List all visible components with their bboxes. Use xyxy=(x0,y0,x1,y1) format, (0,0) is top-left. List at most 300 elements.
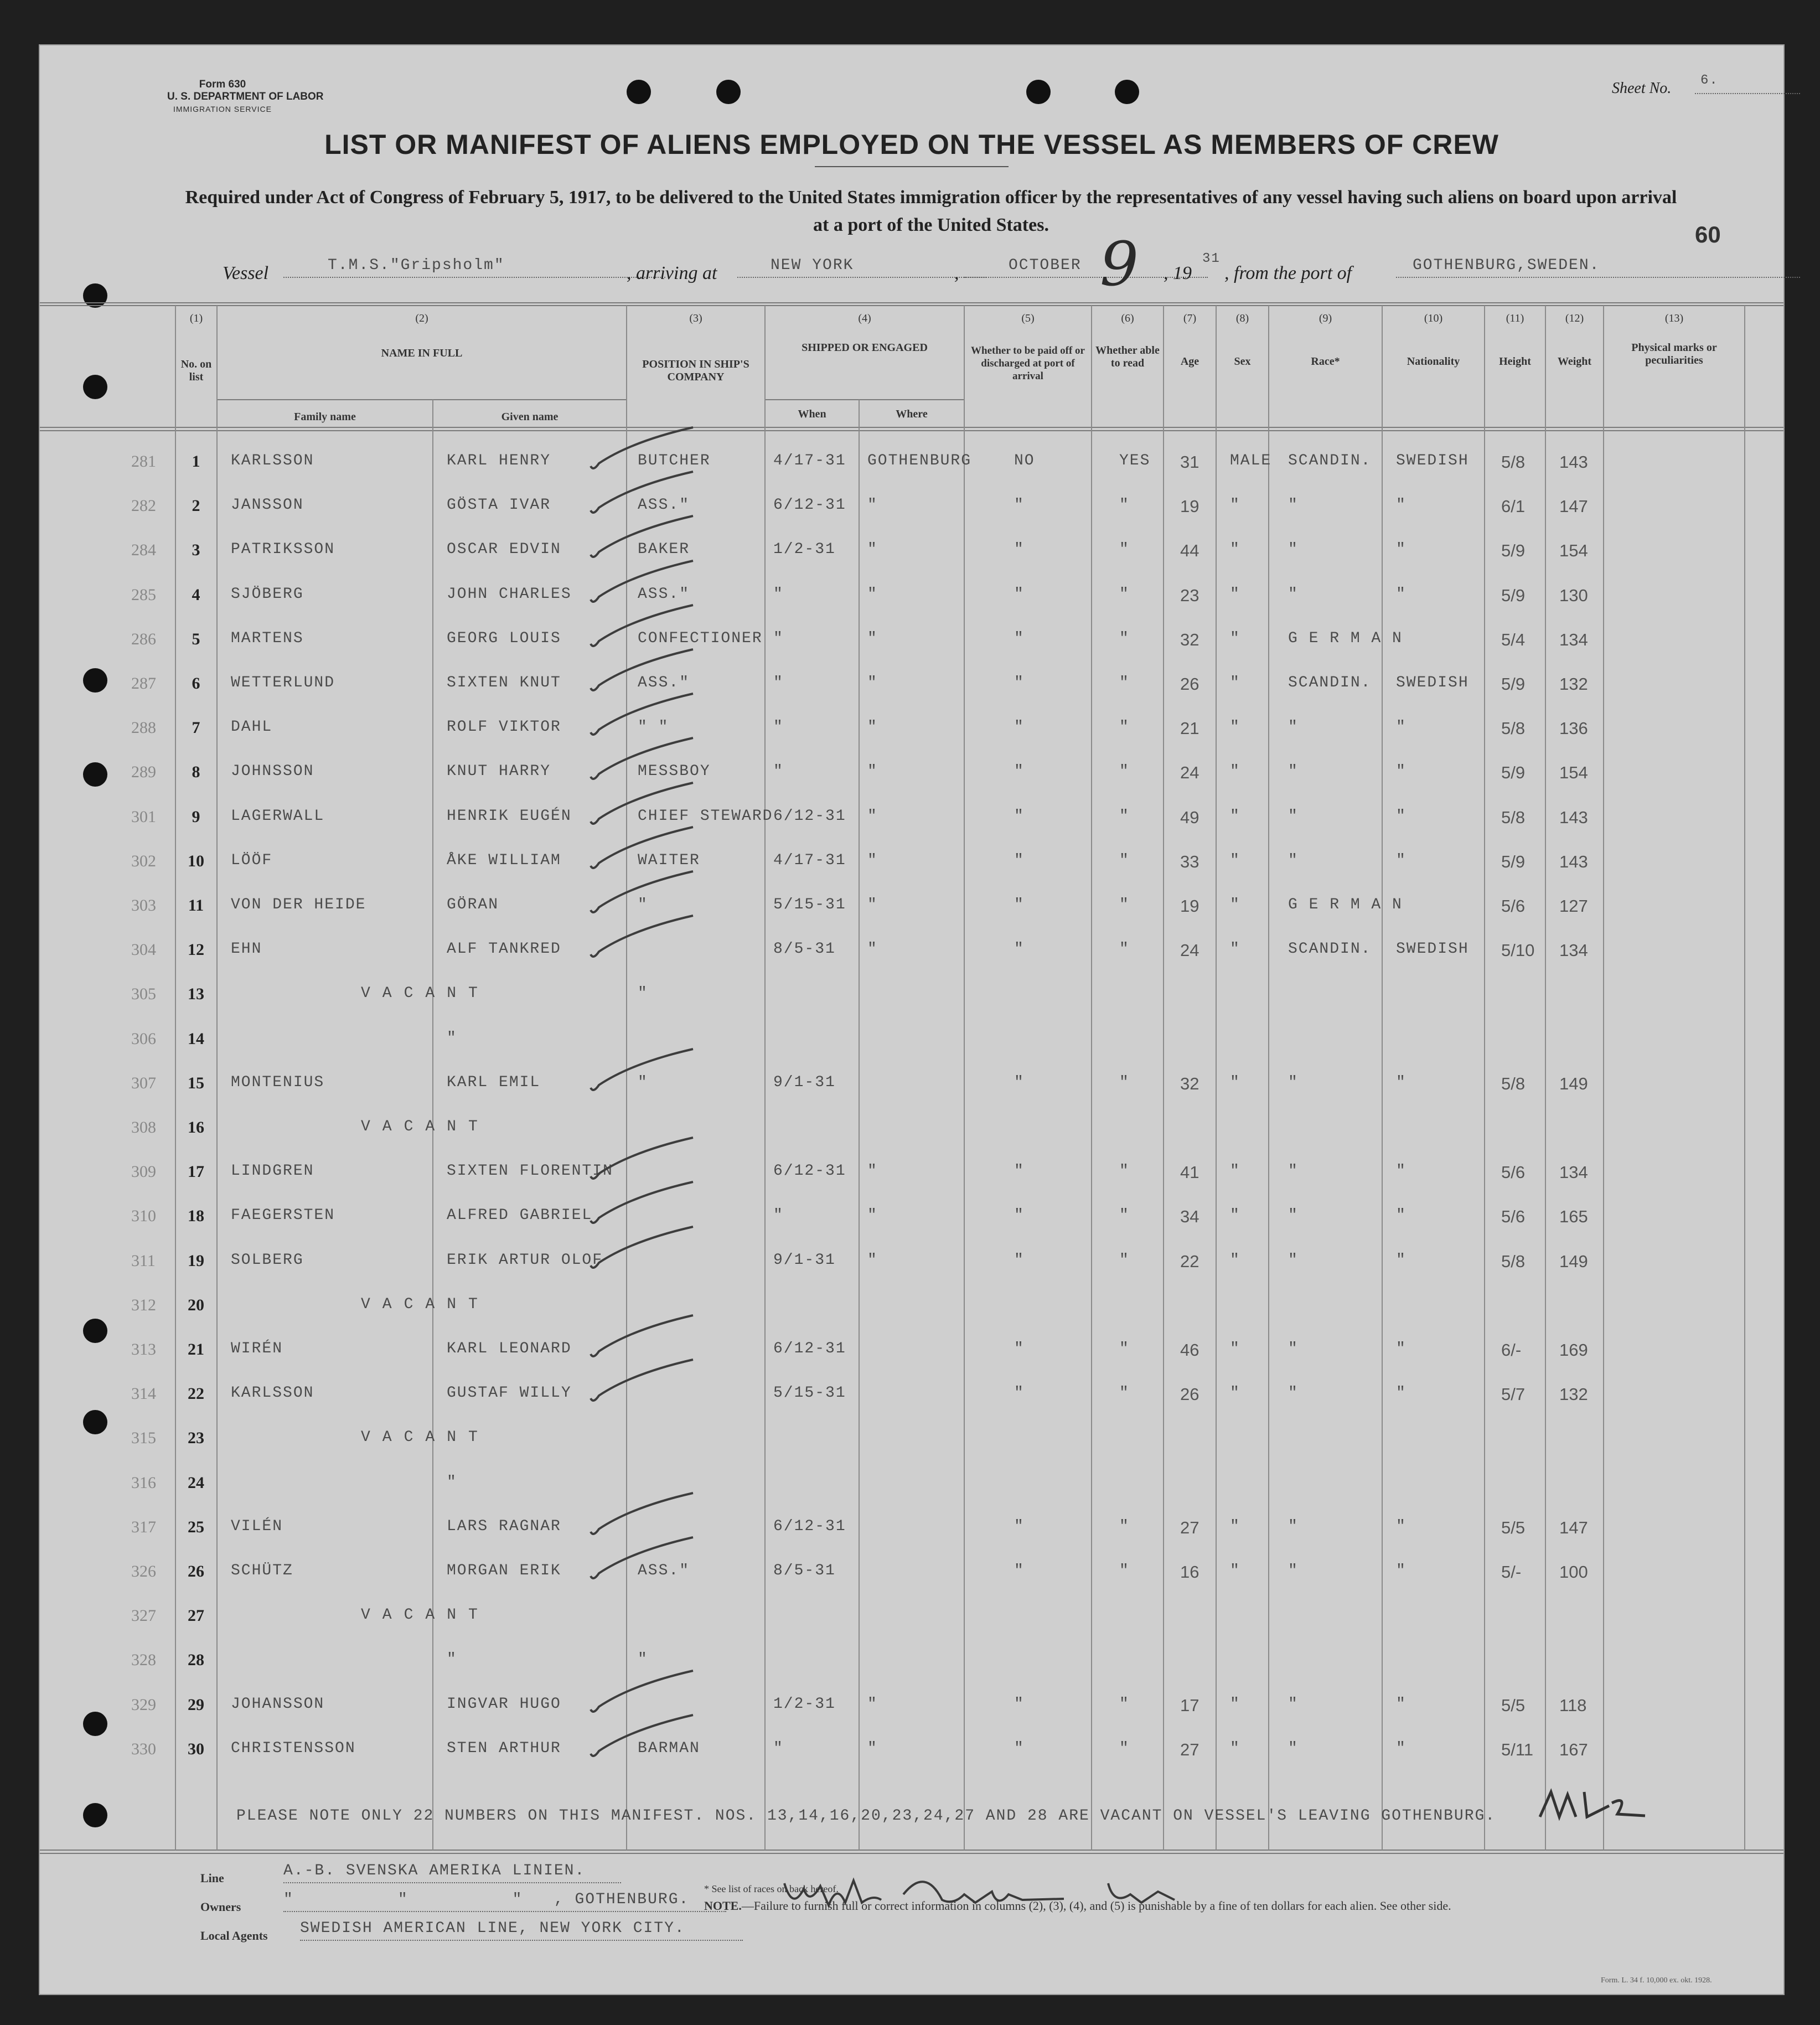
cell-sex: " xyxy=(1230,763,1240,781)
cell-nationality: " xyxy=(1396,1251,1407,1269)
cell-age: 19 xyxy=(1180,896,1199,916)
cell-sex: " xyxy=(1230,941,1240,958)
cell-position: " xyxy=(638,1073,648,1091)
table-row xyxy=(40,929,1783,973)
col-header-race: Race* xyxy=(1311,355,1340,368)
col-header-name: NAME IN FULL xyxy=(381,347,463,359)
cell-height: 5/8 xyxy=(1501,719,1526,738)
table-row xyxy=(40,1595,1783,1639)
cell-sex: " xyxy=(1230,719,1240,736)
cell-sex: " xyxy=(1230,1340,1240,1357)
cell-paid: " xyxy=(1014,1073,1025,1091)
cell-line: 327 xyxy=(131,1606,156,1625)
form-number: Form 630 xyxy=(199,79,246,90)
cell-where: " xyxy=(867,807,878,825)
cell-when: " xyxy=(773,585,784,603)
cell-weight: 136 xyxy=(1559,719,1588,738)
col-number-10: (10) xyxy=(1424,312,1443,324)
cell-when: 8/5-31 xyxy=(773,941,836,958)
table-row xyxy=(40,619,1783,662)
cell-weight: 149 xyxy=(1559,1251,1588,1271)
cell-sex: " xyxy=(1230,851,1240,869)
col-number-2: (2) xyxy=(415,312,428,324)
cell-weight: 130 xyxy=(1559,585,1588,605)
cell-when: 1/2-31 xyxy=(773,1695,836,1713)
cell-where: " xyxy=(867,1163,878,1180)
cell-age: 49 xyxy=(1180,807,1199,827)
cell-given: HENRIK EUGÉN xyxy=(447,807,572,825)
cell-no: 8 xyxy=(192,763,200,782)
col-header-shipped: SHIPPED OR ENGAGED xyxy=(802,342,928,354)
cell-height: 5/8 xyxy=(1501,807,1526,827)
cell-sex: " xyxy=(1230,1562,1240,1579)
cell-line: 312 xyxy=(131,1295,156,1314)
cell-height: 5/9 xyxy=(1501,851,1526,871)
vessel-name: T.M.S."Gripsholm" xyxy=(283,257,665,278)
cell-read: " xyxy=(1119,497,1130,514)
cell-given: ALF TANKRED xyxy=(447,941,561,958)
cell-weight: 147 xyxy=(1559,497,1588,516)
cell-family: SOLBERG xyxy=(231,1251,304,1269)
cell-sex: " xyxy=(1230,1739,1240,1757)
cell-when: 4/17-31 xyxy=(773,452,846,469)
cell-sex: " xyxy=(1230,807,1240,825)
cell-age: 32 xyxy=(1180,1073,1199,1093)
cell-paid: " xyxy=(1014,1695,1025,1713)
cell-when: 5/15-31 xyxy=(773,1385,846,1402)
cell-sex: " xyxy=(1230,1517,1240,1535)
cell-family: VON DER HEIDE xyxy=(231,896,366,913)
cell-family: JANSSON xyxy=(231,497,304,514)
punch-hole xyxy=(83,283,107,308)
cell-age: 19 xyxy=(1180,497,1199,516)
punch-hole xyxy=(716,80,741,104)
cell-height: 6/1 xyxy=(1501,497,1526,516)
department-name: U. S. DEPARTMENT OF LABOR xyxy=(167,91,324,102)
cell-weight: 100 xyxy=(1559,1562,1588,1582)
cell-family: LÖÖF xyxy=(231,851,273,869)
col-number-5: (5) xyxy=(1021,312,1035,324)
cell-age: 31 xyxy=(1180,452,1199,472)
pencil-check-mark xyxy=(588,469,699,519)
cell-family: LINDGREN xyxy=(231,1163,314,1180)
cell-race: " xyxy=(1288,1517,1299,1535)
cell-weight: 154 xyxy=(1559,541,1588,561)
cell-age: 24 xyxy=(1180,941,1199,960)
cell-weight: 134 xyxy=(1559,941,1588,960)
cell-read: " xyxy=(1119,1163,1130,1180)
local-agents-label: Local Agents xyxy=(200,1929,268,1943)
cell-family: JOHNSSON xyxy=(231,763,314,781)
cell-line: 317 xyxy=(131,1517,156,1536)
cell-line: 311 xyxy=(131,1251,156,1270)
cell-no: 2 xyxy=(192,497,200,515)
cell-nationality: " xyxy=(1396,807,1407,825)
col-header-nationality: Nationality xyxy=(1407,355,1460,368)
cell-weight: 167 xyxy=(1559,1739,1588,1759)
pencil-check-mark xyxy=(588,913,699,963)
cell-nationality: " xyxy=(1396,497,1407,514)
table-row xyxy=(40,1507,1783,1550)
table-row xyxy=(40,841,1783,884)
cell-race: " xyxy=(1288,1251,1299,1269)
cell-family: KARLSSON xyxy=(231,452,314,469)
cell-position: " " xyxy=(638,719,669,736)
cell-sex: " xyxy=(1230,497,1240,514)
col-header-marks: Physical marks or peculiarities xyxy=(1631,342,1717,366)
col-header-where: Where xyxy=(896,408,928,420)
cell-line: 307 xyxy=(131,1073,156,1092)
table-row xyxy=(40,1151,1783,1195)
cell-race: " xyxy=(1288,1739,1299,1757)
form-header xyxy=(167,79,324,115)
cell-weight: 118 xyxy=(1559,1695,1587,1715)
table-row xyxy=(40,1373,1783,1417)
table-row xyxy=(40,530,1783,573)
cell-sex: " xyxy=(1230,1163,1240,1180)
cell-no: 3 xyxy=(192,541,200,560)
cell-given: ALFRED GABRIEL xyxy=(447,1207,593,1225)
cell-no: 22 xyxy=(188,1385,204,1403)
cell-sex: " xyxy=(1230,896,1240,913)
cell-line: 330 xyxy=(131,1739,156,1758)
pencil-check-mark xyxy=(588,869,699,918)
cell-when: 6/12-31 xyxy=(773,807,846,825)
cell-paid: " xyxy=(1014,941,1025,958)
col-number-13: (13) xyxy=(1664,312,1684,324)
cell-nationality: " xyxy=(1396,1739,1407,1757)
cell-race: " xyxy=(1288,807,1299,825)
table-row xyxy=(40,1463,1783,1506)
cell-family: VILÉN xyxy=(231,1517,283,1535)
pencil-check-mark xyxy=(588,1135,699,1185)
cell-height: 5/9 xyxy=(1501,585,1526,605)
col-header-when: When xyxy=(798,408,826,420)
cell-given: KARL EMIL xyxy=(447,1073,541,1091)
owners-value: " " " , GOTHENBURG. xyxy=(283,1891,726,1912)
cell-line: 287 xyxy=(131,674,156,693)
pencil-check-mark xyxy=(588,780,699,830)
pencil-check-mark xyxy=(588,1224,699,1274)
table-row xyxy=(40,1329,1783,1372)
cell-paid: " xyxy=(1014,1739,1025,1757)
cell-no: 28 xyxy=(188,1651,204,1670)
cell-given: INGVAR HUGO xyxy=(447,1695,561,1713)
cell-line: 305 xyxy=(131,985,156,1004)
cell-line: 288 xyxy=(131,719,156,737)
cell-given: KNUT HARRY xyxy=(447,763,551,781)
cell-weight: 169 xyxy=(1559,1340,1588,1360)
service-name: IMMIGRATION SERVICE xyxy=(173,105,272,113)
arrival-day: 9 xyxy=(1100,229,1139,299)
cell-family: DAHL xyxy=(231,719,273,736)
cell-family: LAGERWALL xyxy=(231,807,325,825)
cell-read: " xyxy=(1119,1562,1130,1579)
cell-height: 5/10 xyxy=(1501,941,1535,960)
cell-no: 17 xyxy=(188,1163,204,1181)
cell-read: YES xyxy=(1119,452,1151,469)
cell-read: " xyxy=(1119,585,1130,603)
cell-no: 19 xyxy=(188,1251,204,1270)
cell-nationality: " xyxy=(1396,1385,1407,1402)
cell-line: 316 xyxy=(131,1473,156,1492)
cell-where: " xyxy=(867,1739,878,1757)
cell-where: " xyxy=(867,719,878,736)
cell-position: ASS." xyxy=(638,497,690,514)
pencil-check-mark xyxy=(588,1357,699,1407)
local-agents-value: SWEDISH AMERICAN LINE, NEW YORK CITY. xyxy=(300,1920,743,1941)
cell-read: " xyxy=(1119,1251,1130,1269)
cell-when: 6/12-31 xyxy=(773,497,846,514)
races-footnote: * See list of races on back hereof. xyxy=(704,1883,839,1894)
cell-when: 5/15-31 xyxy=(773,896,846,913)
pencil-check-mark xyxy=(588,1668,699,1718)
cell-no: 1 xyxy=(192,452,200,471)
cell-line: 313 xyxy=(131,1340,156,1358)
cell-where: " xyxy=(867,1251,878,1269)
cell-paid: " xyxy=(1014,896,1025,913)
cell-sex: " xyxy=(1230,629,1240,647)
vacant-marker: VACANT xyxy=(361,985,490,1003)
cell-given: GEORG LOUIS xyxy=(447,629,561,647)
vessel-label: Vessel xyxy=(223,263,269,283)
cell-given: LARS RAGNAR xyxy=(447,1517,561,1535)
table-row xyxy=(40,797,1783,840)
cell-weight: 143 xyxy=(1559,851,1588,871)
cell-race: " xyxy=(1288,1695,1299,1713)
departure-port-label: , from the port of xyxy=(1224,263,1352,283)
cell-sex: " xyxy=(1230,541,1240,559)
cell-paid: " xyxy=(1014,1207,1025,1225)
cell-when: 9/1-31 xyxy=(773,1251,836,1269)
cell-where: " xyxy=(867,585,878,603)
pencil-check-mark xyxy=(588,1535,699,1584)
cell-no: 21 xyxy=(188,1340,204,1358)
cell-where: " xyxy=(867,941,878,958)
cell-weight: 143 xyxy=(1559,452,1588,472)
arrival-month: OCTOBER xyxy=(964,257,1208,278)
cell-height: 5/7 xyxy=(1501,1385,1526,1404)
cell-nationality: SWEDISH xyxy=(1396,941,1469,958)
sheet-number-label: Sheet No. xyxy=(1612,80,1672,97)
cell-when: 6/12-31 xyxy=(773,1517,846,1535)
cell-nationality: " xyxy=(1396,585,1407,603)
cell-sex: " xyxy=(1230,1385,1240,1402)
line-value: A.-B. SVENSKA AMERIKA LINIEN. xyxy=(283,1862,621,1883)
cell-family: WIRÉN xyxy=(231,1340,283,1357)
table-row xyxy=(40,1640,1783,1683)
col-header-read: Whether able to read xyxy=(1095,344,1160,369)
cell-when: " xyxy=(773,719,784,736)
cell-position: CHIEF STEWARD xyxy=(638,807,773,825)
cell-age: 46 xyxy=(1180,1340,1199,1360)
cell-no: 18 xyxy=(188,1207,204,1226)
cell-given: " xyxy=(447,1473,457,1491)
cell-weight: 165 xyxy=(1559,1207,1588,1227)
col-header-given: Given name xyxy=(501,411,559,423)
cell-line: 304 xyxy=(131,941,156,959)
cell-height: 5/5 xyxy=(1501,1695,1526,1715)
cell-line: 285 xyxy=(131,585,156,604)
table-row xyxy=(40,1196,1783,1239)
cell-race: G E R M A N xyxy=(1288,896,1403,913)
table-row xyxy=(40,1729,1783,1772)
col-header-sex: Sex xyxy=(1234,355,1251,368)
cell-race: " xyxy=(1288,497,1299,514)
arriving-label: , arriving at xyxy=(627,263,717,283)
cell-age: 21 xyxy=(1180,719,1199,738)
cell-given: KARL LEONARD xyxy=(447,1340,572,1357)
cell-no: 15 xyxy=(188,1073,204,1092)
cell-read: " xyxy=(1119,1695,1130,1713)
cell-age: 33 xyxy=(1180,851,1199,871)
table-row xyxy=(40,441,1783,484)
cell-read: " xyxy=(1119,719,1130,736)
table-row xyxy=(40,1418,1783,1461)
cell-height: 5/9 xyxy=(1501,763,1526,783)
table-row xyxy=(40,885,1783,928)
cell-family: SCHÜTZ xyxy=(231,1562,293,1579)
cell-age: 23 xyxy=(1180,585,1199,605)
cell-position: BAKER xyxy=(638,541,690,559)
cell-read: " xyxy=(1119,1340,1130,1357)
cell-given: GÖRAN xyxy=(447,896,499,913)
cell-when: " xyxy=(773,674,784,691)
cell-paid: " xyxy=(1014,807,1025,825)
col-number-9: (9) xyxy=(1319,312,1332,324)
cell-height: 5/11 xyxy=(1501,1739,1534,1759)
punch-hole xyxy=(1115,80,1139,104)
cell-line: 328 xyxy=(131,1651,156,1670)
cell-race: SCANDIN. xyxy=(1288,452,1372,469)
cell-height: 6/- xyxy=(1501,1340,1522,1360)
cell-line: 282 xyxy=(131,497,156,515)
cell-line: 308 xyxy=(131,1118,156,1137)
pencil-check-mark xyxy=(588,824,699,874)
officer-signature xyxy=(776,1861,1252,1928)
cell-weight: 134 xyxy=(1559,1163,1588,1182)
cell-paid: " xyxy=(1014,851,1025,869)
cell-family: EHN xyxy=(231,941,262,958)
cell-paid: NO xyxy=(1014,452,1035,469)
cell-no: 23 xyxy=(188,1429,204,1448)
table-row xyxy=(40,1019,1783,1062)
cell-position: " xyxy=(638,896,648,913)
vacant-marker: VACANT xyxy=(361,1118,490,1135)
col-header-weight: Weight xyxy=(1557,355,1592,368)
cell-family: MONTENIUS xyxy=(231,1073,325,1091)
cell-paid: " xyxy=(1014,1385,1025,1402)
cell-read: " xyxy=(1119,629,1130,647)
cell-no: 7 xyxy=(192,719,200,737)
cell-where: " xyxy=(867,674,878,691)
cell-race: " xyxy=(1288,1207,1299,1225)
cell-position: ASS." xyxy=(638,674,690,691)
cell-no: 16 xyxy=(188,1118,204,1137)
cell-read: " xyxy=(1119,851,1130,869)
pencil-check-mark xyxy=(588,1046,699,1096)
year-label: , 19 xyxy=(1164,263,1192,283)
pencil-check-mark xyxy=(588,1313,699,1362)
manifest-sheet: Form 630 U. S. DEPARTMENT OF LABOR IMMIGRATION SERVICE Sheet No. 6. LIST OR MANIFEST OF ALIENS EMPLOYED ON THE VESSEL AS MEMBERS OF CREW Required under Act of Congress of February 5, 1917, to be delivered to the United States immigration officer by the representatives of any vessel having such aliens on board upon arrival at a port of the United States. 60 Vessel T.M.S."Gripsholm" , arriving at NEW YORK , OCTOBER 9 , 19 31 , from the port of GOTHENBURG,SWEDEN. (1) No. on list (2) NAME IN FULL Family name Given name (3) POSITION IN SHIP'S COMPANY (4) SHIPPED OR ENGAGED When Where (5) Whether to be paid off or discharged at port of arrival (6) Whether able to read (7) Age (8) Sex (9) Race* (10) Nationality (11) Height (12) Weight (13) Physical marks or peculiarities 281 1 KARLSSON KARL HENRY BUTCHER 4/17-31 GOTHENBURG NO YES 31 MALE SCANDIN. SWEDISH 5/8 143 282 2 JANSSON GÖSTA IVAR ASS." 6/12-31 " " " 19 " " " 6/1 147 284 3 PATRIKSSON OSCAR EDVIN BAKER 1/2-31 " " " 44 " " " 5/9 154 285 4 SJÖBERG JOHN CHARLES ASS." " " " " 23 " " " 5/9 130 286 5 MARTENS GEORG LOUIS CONFECTIONER " " " " 32 " G E R M A N 5/4 134 287 6 WETTERLUND SIXTEN KNUT ASS." " " " " 26 " SCANDIN. SWEDISH 5/9 132 288 7 DAHL ROLF VIKTOR " " " " " " 21 " " " 5/8 136 289 8 JOHNSSON KNUT HARRY MESSBOY " " " " 24 " " " 5/9 154 301 9 LAGERWALL HENRIK EUGÉN CHIEF STEWARD 6/12-31 " " " 49 " " " 5/8 143 302 10 LÖÖF ÅKE WILLIAM WAITER 4/17-31 " " " 33 " " " 5/9 143 303 11 VON DER HEIDE GÖRAN " 5/15-31 " " " 19 " G E R M A N 5/6 127 304 12 EHN ALF TANKRED 8/5-31 " " " 24 " SCANDIN. SWEDISH 5/10 134 305 13 " VACANT 306 14 " 307 15 MONTENIUS KARL EMIL " 9/1-31 " " 32 " " " 5/8 149 308 16 VACANT 309 17 LINDGREN SIXTEN FLORENTIN 6/12-31 " " " 41 " " " 5/6 134 310 18 FAEGERSTEN ALFRED GABRIEL " " " " 34 " " " 5/6 165 311 19 SOLBERG ERIK ARTUR OLOF 9/1-31 " " " 22 " " " 5/8 149 312 20 VACANT 313 21 WIRÉN KARL LEONARD 6/12-31 " " 46 " " " 6/- 169 314 22 KARLSSON GUSTAF WILLY 5/15-31 " " 26 " " " 5/7 132 315 23 VACANT 316 24 " 317 25 VILÉN LARS RAGNAR 6/12-31 " " 27 " " " 5/5 147 326 26 SCHÜTZ MORGAN ERIK ASS." 8/5-31 " " 16 " " " 5/- 100 327 27 VACANT 328 28 " " 329 29 JOHANSSON INGVAR HUGO 1/2-31 " " " 17 " " " 5/5 118 330 30 CHRISTENSSON STEN ARTHUR BARMAN " " " " 27 " " " 5/11 167 PLEASE NOTE ONLY 22 NUMBERS ON THIS MANIFEST. NOS. 13,14,16,20,23,24,27 AND 28 ARE VACANT ON VESSEL'S LEAVING GOTHENBURG. Line A.-B. SVENSKA AMERIKA LINIEN. Owners " " " , GOTHENBURG. Local Agents SWEDISH AMERICAN LINE, NEW YORK CITY. * See list of races on back hereof. NOTE.—Failure to furnish full or correct information in columns (2), (3), (4), and (5) is punishable by a fine of ten dollars for each alien. See other side. Form. L. 34 f. 10,000 ex. okt. 1928. xyxy=(39,44,1785,1995)
cell-height: 5/9 xyxy=(1501,674,1526,694)
cell-read: " xyxy=(1119,941,1130,958)
cell-where: GOTHENBURG xyxy=(867,452,972,469)
cell-line: 284 xyxy=(131,541,156,560)
cell-family: PATRIKSSON xyxy=(231,541,335,559)
cell-nationality: " xyxy=(1396,541,1407,559)
cell-family: CHRISTENSSON xyxy=(231,1739,356,1757)
cell-family: MARTENS xyxy=(231,629,304,647)
owners-label: Owners xyxy=(200,1900,241,1914)
cell-given: GUSTAF WILLY xyxy=(447,1385,572,1402)
table-row xyxy=(40,575,1783,618)
table-row xyxy=(40,1241,1783,1284)
cell-family: WETTERLUND xyxy=(231,674,335,691)
col-number-1: (1) xyxy=(189,312,203,324)
vacant-marker: VACANT xyxy=(361,1429,490,1447)
pencil-check-mark xyxy=(588,1490,699,1540)
page-title: LIST OR MANIFEST OF ALIENS EMPLOYED ON THE VESSEL AS MEMBERS OF CREW xyxy=(324,129,1499,160)
cell-given: ERIK ARTUR OLOF xyxy=(447,1251,603,1269)
cell-no: 11 xyxy=(188,896,204,915)
cell-given: " xyxy=(447,1029,457,1047)
cell-height: 5/8 xyxy=(1501,452,1526,472)
punch-hole xyxy=(1026,80,1051,104)
cell-given: SIXTEN KNUT xyxy=(447,674,561,691)
cell-paid: " xyxy=(1014,719,1025,736)
cell-age: 16 xyxy=(1180,1562,1199,1582)
cell-when: " xyxy=(773,763,784,781)
cell-paid: " xyxy=(1014,674,1025,691)
pencil-check-mark xyxy=(588,1179,699,1229)
cell-nationality: " xyxy=(1396,763,1407,781)
cell-position: WAITER xyxy=(638,851,700,869)
cell-nationality: " xyxy=(1396,719,1407,736)
cell-paid: " xyxy=(1014,1163,1025,1180)
cell-given: " xyxy=(447,1651,457,1668)
cell-sex: " xyxy=(1230,585,1240,603)
col-number-7: (7) xyxy=(1183,312,1197,324)
cell-when: 6/12-31 xyxy=(773,1340,846,1357)
cell-line: 326 xyxy=(131,1562,156,1580)
page-subtitle: Required under Act of Congress of February 5, 1917, to be delivered to the United States immigration officer by the representatives of any vessel having such aliens on board upon arrival at a port of the United States. xyxy=(185,187,1677,235)
cell-sex: " xyxy=(1230,1207,1240,1225)
cell-family: FAEGERSTEN xyxy=(231,1207,335,1225)
cell-position: MESSBOY xyxy=(638,763,711,781)
sheet-number: 6. xyxy=(1695,73,1800,94)
table-row xyxy=(40,663,1783,706)
cell-race: SCANDIN. xyxy=(1288,674,1372,691)
cell-paid: " xyxy=(1014,763,1025,781)
cell-height: 5/5 xyxy=(1501,1517,1526,1537)
cell-line: 310 xyxy=(131,1207,156,1226)
cell-read: " xyxy=(1119,807,1130,825)
cell-height: 5/8 xyxy=(1501,1251,1526,1271)
cell-age: 22 xyxy=(1180,1251,1199,1271)
col-header-height: Height xyxy=(1499,355,1531,368)
pencil-check-mark xyxy=(588,691,699,741)
cell-line: 315 xyxy=(131,1429,156,1448)
cell-nationality: " xyxy=(1396,1562,1407,1579)
cell-line: 314 xyxy=(131,1385,156,1403)
cell-race: G E R M A N xyxy=(1288,629,1403,647)
punch-hole xyxy=(83,1803,107,1827)
cell-race: " xyxy=(1288,1340,1299,1357)
cell-no: 9 xyxy=(192,807,200,826)
cell-height: 5/6 xyxy=(1501,1207,1526,1227)
cell-race: " xyxy=(1288,541,1299,559)
